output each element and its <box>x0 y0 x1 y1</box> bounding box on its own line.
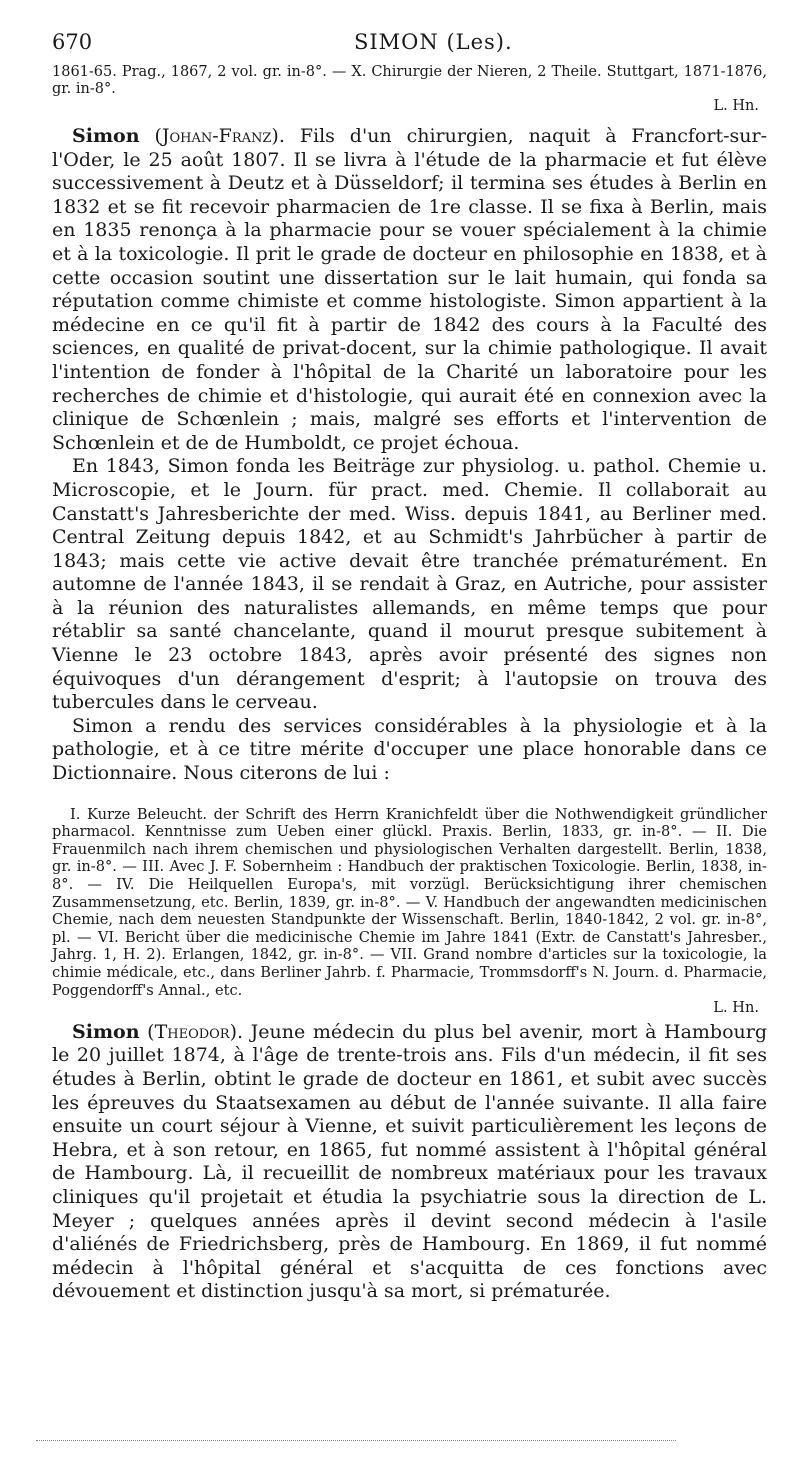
entry-paragraph-3: Simon a rendu des services considérables à la physiologie et à la pathologie, et à ce titre mérite d'occuper une place honorable dans ce Dictionnaire. Nous citerons de lui : <box>52 714 767 785</box>
entry-headword: Simon <box>72 1020 140 1043</box>
running-title: SIMON (Les). <box>354 30 513 54</box>
document-page <box>52 30 767 1304</box>
entry-name: (Johan-Franz). <box>154 125 285 147</box>
entry-simon-johan-franz <box>52 125 767 455</box>
entry-simon-theodor <box>52 1021 767 1304</box>
entry-name: (Theodor). <box>147 1020 244 1043</box>
page-number: 670 <box>52 30 93 54</box>
bibliography-list: I. Kurze Beleucht. der Schrift des Herrn Kranichfeldt über die Nothwendigkeit gründlicher pharmacol. Kenntnisse zum Ueben einer glückl. Praxis. Berlin, 1833, gr. in-8°. — II. Die Frauenmilch nach ihrem chemischen und physiologischen Verhalten dargestellt. Berlin, 1838, gr. in-8°. — III. Avec J. F. Sobernheim : Handbuch der praktischen Toxicologie. Berlin, 1838, in-8°. — IV. Die Heilquellen Europa's, mit vorzügl. Berücksichtigung ihrer chemischen Zusammensetzung, etc. Berlin, 1839, gr. in-8°. — V. Handbuch der angewandten medicinischen Chemie, nach dem neuesten Standpunkte der Wissenschaft. Berlin, 1840-1842, 2 vol. gr. in-8°, pl. — VI. Bericht über die medicinische Chemie im Jahre 1841 (Extr. de Canstatt's Jahresber., Jahrg. 1, H. 2). Erlangen, 1842, gr. in-8°. — VII. Grand nombre d'articles sur la toxicologie, la chimie médicale, etc., dans Berliner Jahrb. f. Pharmacie, Trommsdorff's N. Journ. d. Pharmacie, Poggendorff's Annal., etc. <box>52 805 767 999</box>
continued-reference: 1861-65. Prag., 1867, 2 vol. gr. in-8°. — X. Chirurgie der Nieren, 2 Theile. Stuttgart, 1871-1876, gr. in-8°. <box>52 64 767 97</box>
bibliography-signature: L. Hn. <box>713 999 759 1017</box>
entry-paragraph: Jeune médecin du plus bel avenir, mort à Hambourg le 20 juillet 1874, à l'âge de trente-trois ans. Fils d'un médecin, il fit ses études à Berlin, obtint le grade de docteur en 1861, et subit avec succès les épreuves du Staatsexamen au début de l'année suivante. Il alla faire ensuite un court séjour à Vienne, et suivit particulièrement les leçons de Hebra, et à son retour, en 1865, fut nommé assistent à l'hôpital général de Hambourg. Là, il recueillit de nombreux matériaux pour les travaux cliniques qu'il projetait et étudia la psychiatrie sous la direction de L. Meyer ; quelques années après il devint second médecin à l'asile d'aliénés de Friedrichsberg, près de Hambourg. En 1869, il fut nommé médecin à l'hôpital général et s'acquitta de ces fonctions avec dévouement et distinction jusqu'à sa mort, si prématurée. <box>52 1020 768 1303</box>
entry-paragraph: Fils d'un chirurgien, naquit à Francfort-sur-l'Oder, le 25 août 1807. Il se livra à l'étude de la pharmacie et fut élève successivement à Deutz et à Düsseldorf; il termina ses études à Berlin en 1832 et se fit recevoir pharmacien de 1re classe. Il se fixa à Berlin, mais en 1835 renonça à la pharmacie pour se vouer spécialement à la chimie et à la toxicologie. Il prit le grade de docteur en philosophie en 1838, et à cette occasion soutint une dissertation sur le lait humain, qui fonda sa réputation comme chimiste et comme histologiste. Simon appartient à la médecine en ce qu'il fit à partir de 1842 des cours à la Faculté des sciences, en qualité de privat-docent, sur la chimie pathologique. Il avait l'intention de fonder à l'hôpital de la Charité un laboratoire pour les recherches de chimie et d'histologie, qui aurait été en connexion avec la clinique de Schœnlein ; mais, malgré ses efforts et l'intervention de Schœnlein et de de Humboldt, ce projet échoua. <box>52 125 767 454</box>
intro-signature: L. Hn. <box>713 98 759 114</box>
entry-paragraph-2: En 1843, Simon fonda les Beiträge zur physiolog. u. pathol. Chemie u. Microscopie, et le Journ. für pract. med. Chemie. Il collaborait au Canstatt's Jahresberichte der med. Wiss. depuis 1841, au Berliner med. Central Zeitung depuis 1842, et au Schmidt's Jahrbücher à partir de 1843; mais cette vie active devait être tranchée prématurément. En automne de l'année 1843, il se rendait à Graz, en Autriche, pour assister à la réunion des naturalistes allemands, en même temps que pour rétablir sa santé chancelante, quand il mourut presque subitement à Vienne le 23 octobre 1843, après avoir présenté des signes non équivoques d'un dérangement d'esprit; à l'autopsie on trouva des tubercules dans le cerveau. <box>52 455 767 714</box>
footer-divider <box>36 1440 676 1441</box>
page-header <box>52 30 767 64</box>
entry-headword: Simon <box>72 125 140 147</box>
